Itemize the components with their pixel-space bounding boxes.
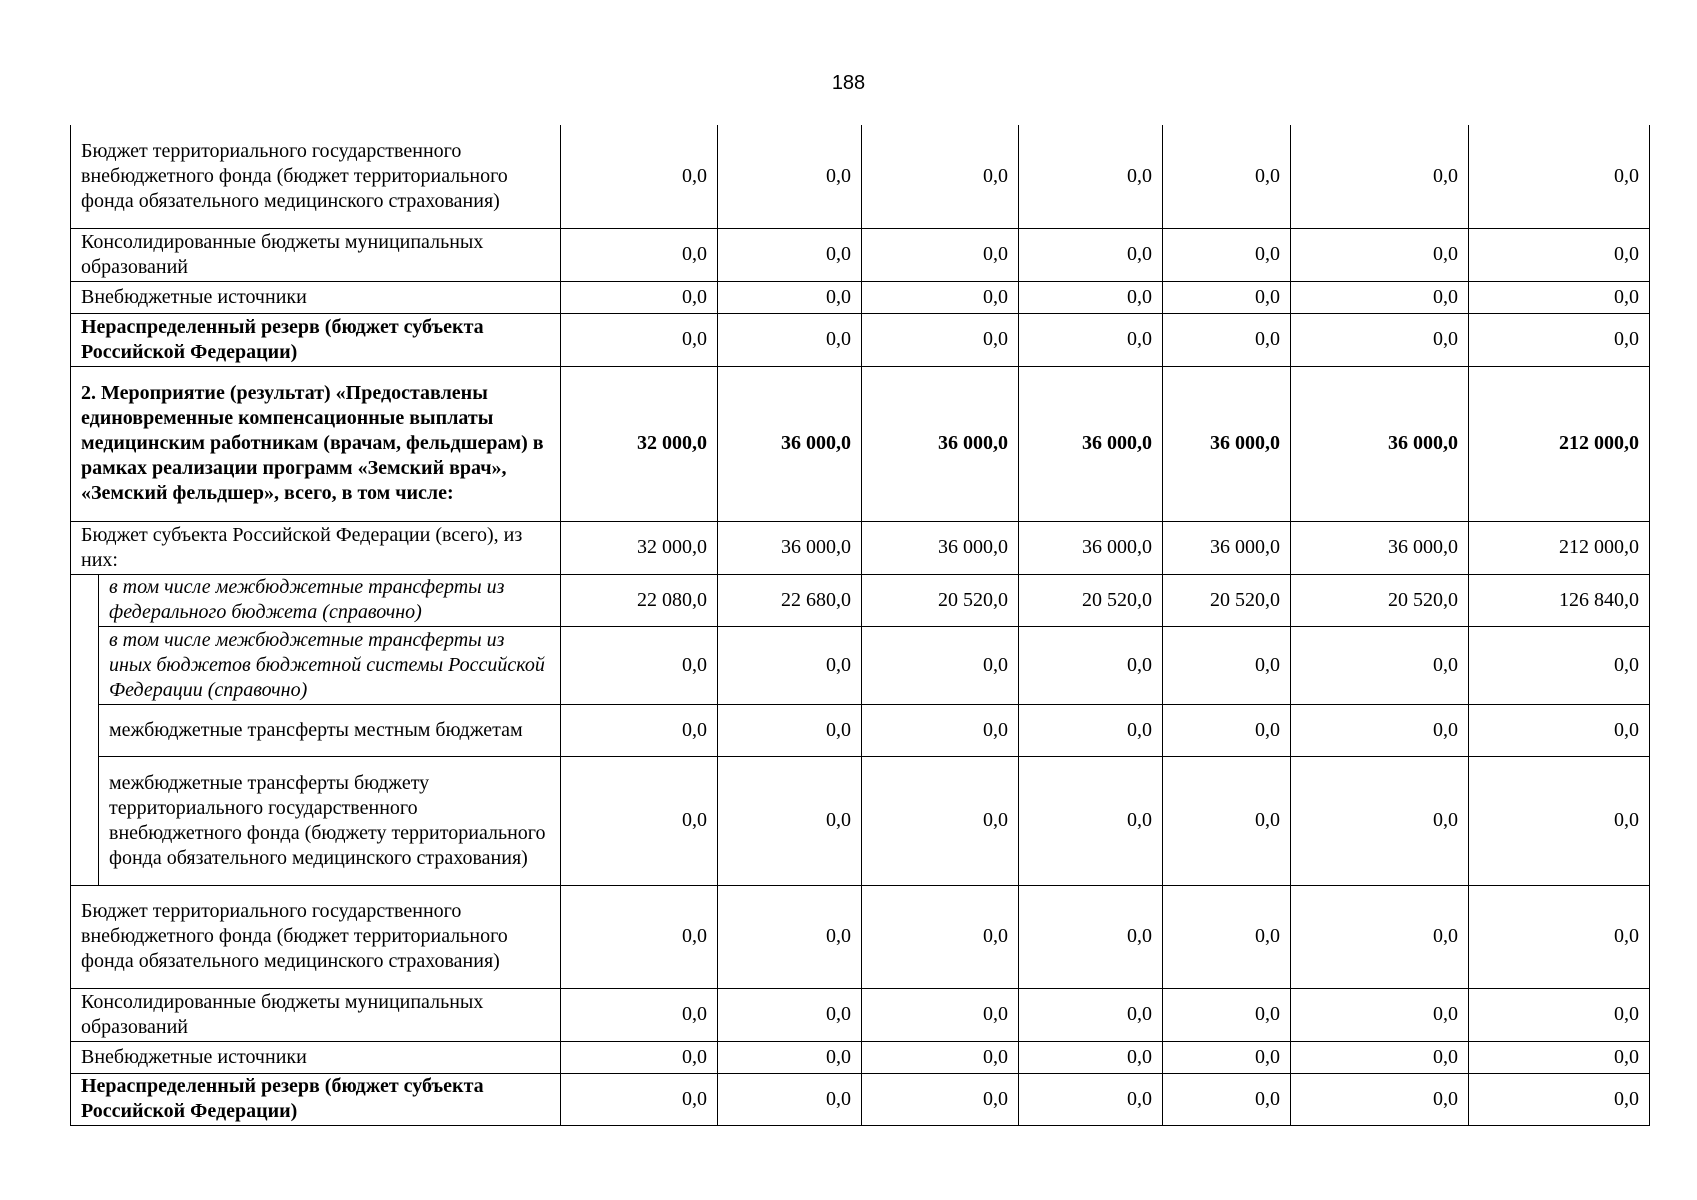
- value-cell: 0,0: [1019, 988, 1163, 1041]
- value-cell: 0,0: [561, 704, 718, 756]
- value-cell: 0,0: [718, 125, 862, 228]
- value-cell: 0,0: [862, 281, 1019, 313]
- row-label: 2. Мероприятие (результат) «Предоставлены единовременные компенсационные выплаты медицинским работникам (врачам, фельдшерам) в рамках реализации программ «Земский врач», «Земский фельдшер», всего, в том числе:: [71, 366, 561, 521]
- value-cell: 0,0: [1163, 988, 1291, 1041]
- value-cell: 0,0: [718, 281, 862, 313]
- row-label: в том числе межбюджетные трансферты из федерального бюджета (справочно): [99, 574, 561, 626]
- value-cell: 20 520,0: [862, 574, 1019, 626]
- row-label: Бюджет территориального государственного внебюджетного фонда (бюджет территориального фонда обязательного медицинского страхования): [71, 125, 561, 228]
- value-cell: 0,0: [1469, 704, 1650, 756]
- value-cell: 0,0: [718, 756, 862, 885]
- value-cell: 0,0: [561, 228, 718, 281]
- table-row: [71, 521, 1650, 574]
- value-cell: 0,0: [718, 1041, 862, 1073]
- table-row: [71, 1073, 1650, 1125]
- value-cell: 0,0: [862, 988, 1019, 1041]
- value-cell: 32 000,0: [561, 521, 718, 574]
- table-row: [71, 626, 1650, 704]
- row-label: Консолидированные бюджеты муниципальных образований: [71, 228, 561, 281]
- value-cell: 0,0: [718, 885, 862, 988]
- value-cell: 36 000,0: [862, 521, 1019, 574]
- value-cell: 0,0: [1291, 626, 1469, 704]
- value-cell: 36 000,0: [718, 521, 862, 574]
- value-cell: 20 520,0: [1019, 574, 1163, 626]
- value-cell: 0,0: [718, 228, 862, 281]
- value-cell: 0,0: [1469, 885, 1650, 988]
- value-cell: 36 000,0: [718, 366, 862, 521]
- value-cell: 0,0: [862, 704, 1019, 756]
- value-cell: 32 000,0: [561, 366, 718, 521]
- value-cell: 0,0: [1019, 704, 1163, 756]
- value-cell: 36 000,0: [1291, 366, 1469, 521]
- value-cell: 0,0: [561, 313, 718, 366]
- value-cell: 0,0: [862, 626, 1019, 704]
- value-cell: 0,0: [1291, 313, 1469, 366]
- value-cell: 0,0: [1291, 281, 1469, 313]
- value-cell: 36 000,0: [862, 366, 1019, 521]
- table-row: [71, 988, 1650, 1041]
- value-cell: 0,0: [1469, 228, 1650, 281]
- value-cell: 0,0: [1019, 313, 1163, 366]
- value-cell: 0,0: [862, 125, 1019, 228]
- value-cell: 22 080,0: [561, 574, 718, 626]
- value-cell: 0,0: [862, 885, 1019, 988]
- value-cell: 0,0: [1291, 756, 1469, 885]
- value-cell: 0,0: [1469, 1073, 1650, 1125]
- value-cell: 212 000,0: [1469, 366, 1650, 521]
- table-row: [71, 704, 1650, 756]
- value-cell: 0,0: [1291, 704, 1469, 756]
- value-cell: 0,0: [561, 885, 718, 988]
- value-cell: 0,0: [561, 756, 718, 885]
- value-cell: 0,0: [561, 988, 718, 1041]
- row-label: Бюджет территориального государственного внебюджетного фонда (бюджет территориального фонда обязательного медицинского страхования): [71, 885, 561, 988]
- value-cell: 0,0: [1163, 756, 1291, 885]
- value-cell: 0,0: [862, 228, 1019, 281]
- value-cell: 0,0: [1163, 1041, 1291, 1073]
- value-cell: 0,0: [862, 1073, 1019, 1125]
- value-cell: 0,0: [1019, 1041, 1163, 1073]
- value-cell: 0,0: [561, 125, 718, 228]
- value-cell: 0,0: [1019, 281, 1163, 313]
- value-cell: 0,0: [1469, 988, 1650, 1041]
- row-label: межбюджетные трансферты бюджету территориального государственного внебюджетного фонда (бюджету территориального фонда обязательного медицинского страхования): [99, 756, 561, 885]
- value-cell: 212 000,0: [1469, 521, 1650, 574]
- value-cell: 0,0: [1469, 756, 1650, 885]
- value-cell: 0,0: [561, 1041, 718, 1073]
- value-cell: 0,0: [1019, 626, 1163, 704]
- value-cell: 0,0: [561, 281, 718, 313]
- value-cell: 126 840,0: [1469, 574, 1650, 626]
- value-cell: 0,0: [1163, 125, 1291, 228]
- value-cell: 36 000,0: [1291, 521, 1469, 574]
- value-cell: 0,0: [1291, 988, 1469, 1041]
- table-row: [71, 313, 1650, 366]
- table-row: [71, 756, 1650, 885]
- row-label: Консолидированные бюджеты муниципальных образований: [71, 988, 561, 1041]
- value-cell: 0,0: [1019, 228, 1163, 281]
- value-cell: 0,0: [862, 1041, 1019, 1073]
- value-cell: 0,0: [1291, 885, 1469, 988]
- value-cell: 0,0: [1163, 1073, 1291, 1125]
- value-cell: 0,0: [1469, 281, 1650, 313]
- table-row: [71, 574, 1650, 626]
- table-row: [71, 228, 1650, 281]
- value-cell: 0,0: [1291, 1041, 1469, 1073]
- value-cell: 0,0: [862, 756, 1019, 885]
- value-cell: 0,0: [1163, 626, 1291, 704]
- value-cell: 0,0: [862, 313, 1019, 366]
- table-row: [71, 281, 1650, 313]
- value-cell: 36 000,0: [1019, 366, 1163, 521]
- value-cell: 0,0: [1469, 1041, 1650, 1073]
- value-cell: 0,0: [1163, 281, 1291, 313]
- value-cell: 0,0: [1469, 125, 1650, 228]
- value-cell: 0,0: [1163, 885, 1291, 988]
- table-row: [71, 1041, 1650, 1073]
- value-cell: 22 680,0: [718, 574, 862, 626]
- row-label: Нераспределенный резерв (бюджет субъекта Российской Федерации): [71, 313, 561, 366]
- row-label: Бюджет субъекта Российской Федерации (всего), из них:: [71, 521, 561, 574]
- row-label: в том числе межбюджетные трансферты из иных бюджетов бюджетной системы Российской Федерации (справочно): [99, 626, 561, 704]
- value-cell: 36 000,0: [1163, 521, 1291, 574]
- value-cell: 0,0: [561, 626, 718, 704]
- value-cell: 0,0: [1291, 228, 1469, 281]
- table-row: [71, 885, 1650, 988]
- value-cell: 0,0: [1163, 313, 1291, 366]
- value-cell: 0,0: [1163, 704, 1291, 756]
- value-cell: 0,0: [718, 704, 862, 756]
- budget-table: [70, 125, 1650, 1126]
- table-row: [71, 125, 1650, 228]
- value-cell: 20 520,0: [1163, 574, 1291, 626]
- table-row: [71, 366, 1650, 521]
- value-cell: 0,0: [1291, 1073, 1469, 1125]
- row-label: Нераспределенный резерв (бюджет субъекта Российской Федерации): [71, 1073, 561, 1125]
- row-label: Внебюджетные источники: [71, 1041, 561, 1073]
- value-cell: 0,0: [718, 988, 862, 1041]
- indent-cell: [71, 574, 99, 885]
- value-cell: 0,0: [1469, 626, 1650, 704]
- value-cell: 0,0: [718, 1073, 862, 1125]
- value-cell: 0,0: [718, 626, 862, 704]
- row-label: Внебюджетные источники: [71, 281, 561, 313]
- value-cell: 0,0: [1019, 125, 1163, 228]
- value-cell: 0,0: [1469, 313, 1650, 366]
- value-cell: 0,0: [1019, 756, 1163, 885]
- page-number: 188: [831, 72, 866, 94]
- value-cell: 0,0: [1291, 125, 1469, 228]
- value-cell: 0,0: [1019, 1073, 1163, 1125]
- value-cell: 0,0: [1163, 228, 1291, 281]
- value-cell: 0,0: [1019, 885, 1163, 988]
- value-cell: 36 000,0: [1163, 366, 1291, 521]
- row-label: межбюджетные трансферты местным бюджетам: [99, 704, 561, 756]
- value-cell: 20 520,0: [1291, 574, 1469, 626]
- value-cell: 0,0: [561, 1073, 718, 1125]
- value-cell: 36 000,0: [1019, 521, 1163, 574]
- value-cell: 0,0: [718, 313, 862, 366]
